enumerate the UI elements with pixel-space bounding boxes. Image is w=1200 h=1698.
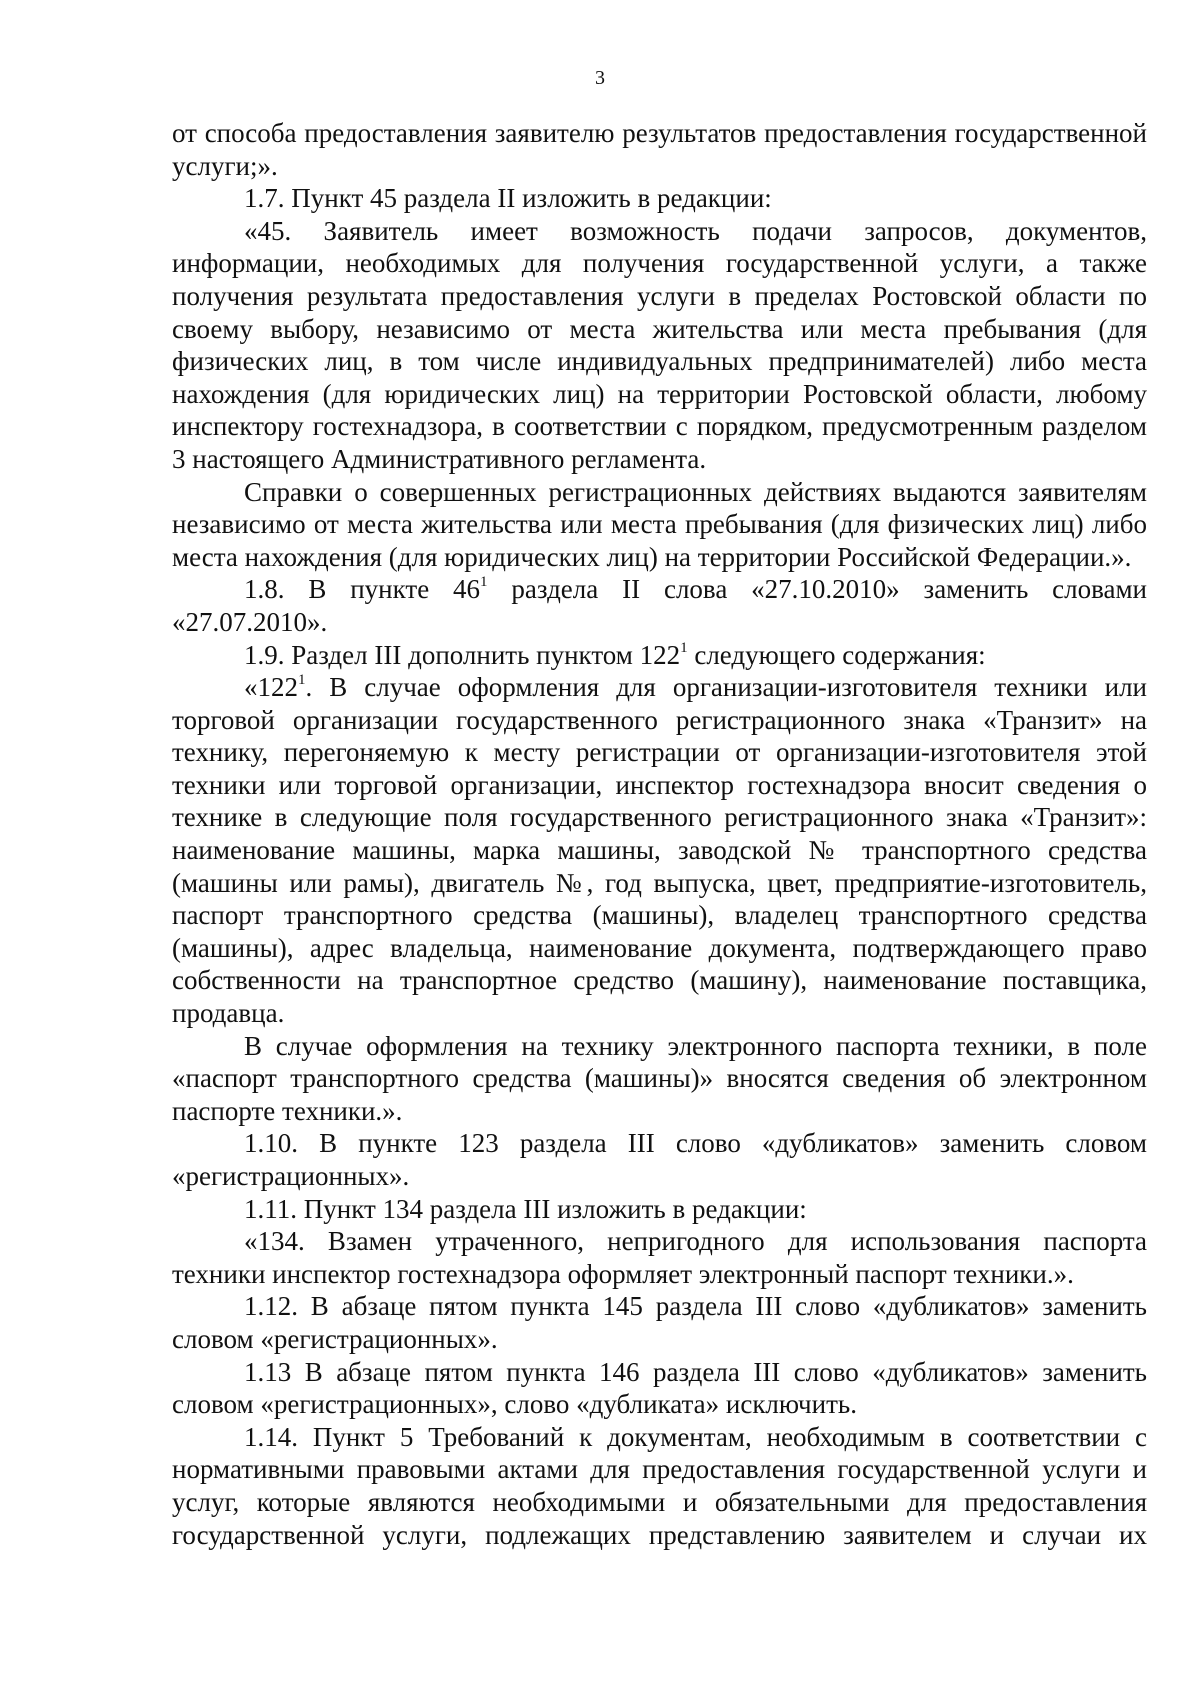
- page-number: 3: [595, 67, 605, 89]
- document-body: [172, 117, 1147, 1551]
- paragraph: В случае оформления на технику электронного паспорта техники, в поле «паспорт транспортного средства (машины)» вносятся сведения об электронном паспорте техники.».: [172, 1030, 1147, 1126]
- paragraph: «45. Заявитель имеет возможность подачи запросов, документов, информации, необходимых для получения государственной услуги, а также получения результата предоставления услуги в пределах Ростовской области по своему выбору, независимо от места жительства или места пребывания (для физических лиц, в том числе индивидуальных предпринимателей) либо места нахождения (для юридических лиц) на территории Ростовской области, любому инспектору гостехнадзора, в соответствии с порядком, предусмотренным разделом 3 настоящего Административного регламента.: [172, 215, 1147, 474]
- paragraph-text: . В случае оформления для организации-изготовителя техники или торговой организации государственного регистрационного знака «Транзит» на технику, перегоняемую к месту регистрации от организации-изготовителя этой техники или торговой организации, инспектор гостехнадзора вносит сведения о технике в следующие поля государственного регистрационного знака «Транзит»: наименование машины, марка машины, заводской № транспортного средства (машины или рамы), двигатель №, год выпуска, цвет, предприятие-изготовитель, паспорт транспортного средства (машины), владелец транспортного средства (машины), адрес владельца, наименование документа, подтверждающего право собственности на транспортное средство (машину), наименование поставщика, продавца.: [172, 672, 1147, 1029]
- paragraph-text: следующего содержания:: [687, 639, 986, 670]
- paragraph: 1.11. Пункт 134 раздела III изложить в редакции:: [244, 1193, 807, 1224]
- superscript: 1: [298, 672, 306, 689]
- paragraph-text: раздела II слова «27.10.2010» заменить словами «27.07.2010».: [172, 574, 1147, 637]
- superscript: 1: [480, 574, 488, 591]
- paragraph-text: «122: [244, 672, 298, 703]
- paragraph: 1.13 В абзаце пятом пункта 146 раздела III слово «дубликатов» заменить словом «регистрационных», слово «дубликата» исключить.: [172, 1356, 1147, 1420]
- paragraph-text: 1.8. В пункте 46: [244, 574, 481, 605]
- paragraph: [172, 573, 1147, 638]
- paragraph: [172, 639, 1147, 672]
- paragraph: 1.14. Пункт 5 Требований к документам, необходимым в соответствии с нормативными правовыми актами для предоставления государственной услуги и услуг, которые являются необходимыми и обязательными для предоставления государственной услуги, подлежащих представлению заявителем и случаи их: [172, 1421, 1147, 1550]
- superscript: 1: [680, 639, 688, 656]
- paragraph: [172, 671, 1147, 1030]
- paragraph: Справки о совершенных регистрационных действиях выдаются заявителям независимо от места жительства или места пребывания (для физических лиц) либо места нахождения (для юридических лиц) на территории Российской Федерации.».: [172, 476, 1147, 572]
- paragraph: 1.12. В абзаце пятом пункта 145 раздела III слово «дубликатов» заменить словом «регистрационных».: [172, 1291, 1147, 1354]
- paragraph: «134. Взамен утраченного, непригодного для использования паспорта техники инспектор гостехнадзора оформляет электронный паспорт техники.».: [172, 1226, 1147, 1289]
- paragraph: 1.7. Пункт 45 раздела II изложить в редакции:: [244, 183, 772, 214]
- paragraph-text: 1.9. Раздел III дополнить пунктом 122: [244, 639, 681, 670]
- paragraph: 1.10. В пункте 123 раздела III слово «дубликатов» заменить словом «регистрационных».: [172, 1128, 1147, 1191]
- paragraph: от способа предоставления заявителю результатов предоставления государственной услуги;».: [172, 118, 1147, 181]
